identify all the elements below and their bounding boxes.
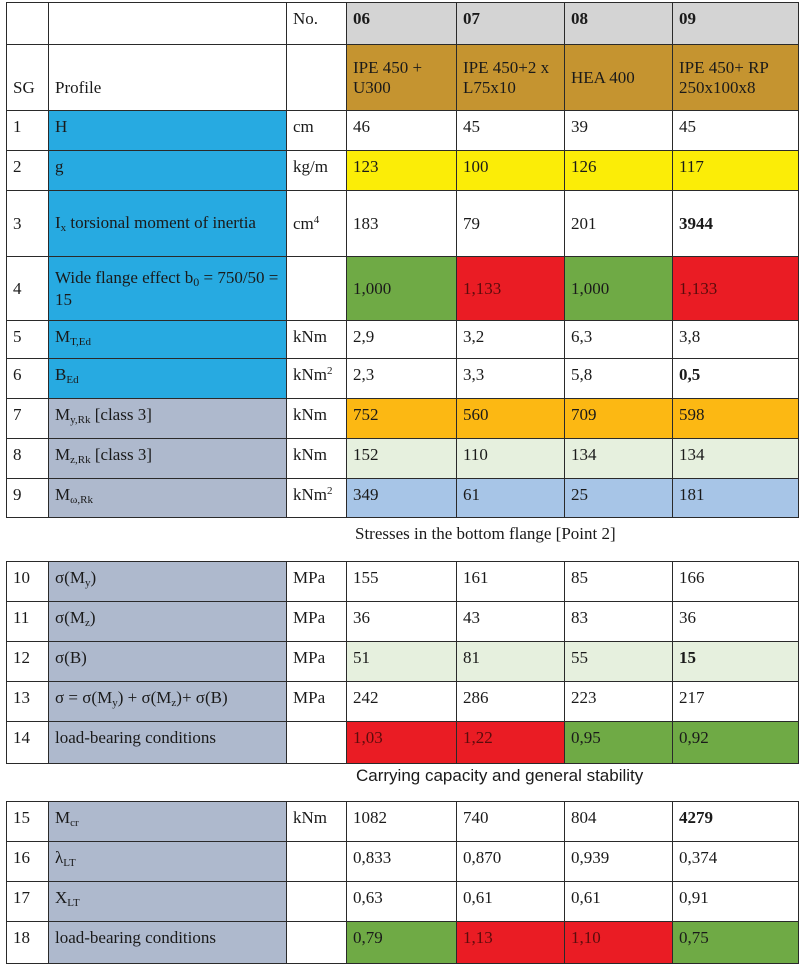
row-label xyxy=(49,257,287,321)
cell-06: 51 xyxy=(347,642,457,682)
sg-number: 13 xyxy=(7,682,49,722)
cell-08: 709 xyxy=(565,399,673,439)
row-label: σ(B) xyxy=(49,642,287,682)
table-row xyxy=(7,111,799,151)
header-number-08: 08 xyxy=(565,3,673,45)
section-caption-stresses: Stresses in the bottom flange [Point 2] xyxy=(355,524,616,543)
cell-08: 0,95 xyxy=(565,722,673,764)
cell-08: 25 xyxy=(565,479,673,518)
header-no-label: No. xyxy=(287,3,347,45)
table-row xyxy=(7,439,799,479)
cell-07: 43 xyxy=(457,602,565,642)
header-profile-row xyxy=(7,45,799,111)
header-profile-label: Profile xyxy=(49,45,287,111)
row-label xyxy=(49,842,287,882)
row-label: H xyxy=(49,111,287,151)
cell-08: 39 xyxy=(565,111,673,151)
header-blank xyxy=(49,3,287,45)
table-row xyxy=(7,922,799,964)
row-label xyxy=(49,602,287,642)
unit-main: cm xyxy=(293,213,314,233)
unit-main: kNm xyxy=(293,485,327,504)
label-sub: x xyxy=(60,222,67,234)
row-label xyxy=(49,321,287,359)
cell-09: 3944 xyxy=(673,191,799,257)
cell-09: 598 xyxy=(673,399,799,439)
row-label xyxy=(49,479,287,518)
profile-09: IPE 450+ RP 250x100x8 xyxy=(673,45,799,111)
sg-number: 8 xyxy=(7,439,49,479)
cell-09: 134 xyxy=(673,439,799,479)
cell-06: 123 xyxy=(347,151,457,191)
row-unit xyxy=(287,479,347,518)
cell-09: 0,75 xyxy=(673,922,799,964)
cell-08: 0,939 xyxy=(565,842,673,882)
cell-08: 85 xyxy=(565,562,673,602)
cell-09: 117 xyxy=(673,151,799,191)
cell-08: 126 xyxy=(565,151,673,191)
row-unit xyxy=(287,257,347,321)
cell-07: 3,3 xyxy=(457,359,565,399)
cell-07: 3,2 xyxy=(457,321,565,359)
row-label xyxy=(49,682,287,722)
row-unit: kg/m xyxy=(287,151,347,191)
label-main: λ xyxy=(55,848,64,867)
cell-08: 134 xyxy=(565,439,673,479)
unit-sup: 4 xyxy=(313,213,320,226)
cell-08: 201 xyxy=(565,191,673,257)
sg-number: 12 xyxy=(7,642,49,682)
row-unit: kNm xyxy=(287,321,347,359)
cell-06: 1,000 xyxy=(347,257,457,321)
cell-08: 5,8 xyxy=(565,359,673,399)
label-sub: T,Ed xyxy=(70,336,91,348)
table-row xyxy=(7,722,799,764)
cell-07: 161 xyxy=(457,562,565,602)
label-rest: [class 3] xyxy=(90,405,152,424)
row-label xyxy=(49,562,287,602)
label-sub: 0 xyxy=(193,274,200,289)
unit-sup: 2 xyxy=(327,485,333,497)
sg-number: 5 xyxy=(7,321,49,359)
cell-06: 1082 xyxy=(347,802,457,842)
header-number-row xyxy=(7,3,799,45)
row-label xyxy=(49,802,287,842)
row-unit: MPa xyxy=(287,642,347,682)
unit-main: kNm xyxy=(293,365,327,384)
cell-08: 1,000 xyxy=(565,257,673,321)
table-row xyxy=(7,682,799,722)
label-sub: ω,Rk xyxy=(70,494,93,506)
label-sub: cr xyxy=(70,817,79,829)
table-row xyxy=(7,802,799,842)
cell-09: 36 xyxy=(673,602,799,642)
cell-09: 0,91 xyxy=(673,882,799,922)
sg-number: 11 xyxy=(7,602,49,642)
table-row xyxy=(7,321,799,359)
label-main: M xyxy=(55,445,71,464)
cell-08: 83 xyxy=(565,602,673,642)
row-unit: kNm xyxy=(287,399,347,439)
row-label xyxy=(49,439,287,479)
row-label xyxy=(49,359,287,399)
cell-07: 286 xyxy=(457,682,565,722)
row-unit xyxy=(287,882,347,922)
sg-number: 15 xyxy=(7,802,49,842)
label-rest: = 750/50 = 15 xyxy=(55,267,279,309)
row-label: load-bearing conditions xyxy=(49,722,287,764)
table-row xyxy=(7,842,799,882)
table-row xyxy=(7,602,799,642)
cell-06: 0,79 xyxy=(347,922,457,964)
label-main: B xyxy=(55,365,67,384)
sg-number: 9 xyxy=(7,479,49,518)
label-rest: ) xyxy=(90,568,97,587)
row-unit: MPa xyxy=(287,682,347,722)
row-unit: kNm xyxy=(287,802,347,842)
cell-06: 2,9 xyxy=(347,321,457,359)
label-main: M xyxy=(55,405,71,424)
table-row xyxy=(7,359,799,399)
header-unit-blank xyxy=(287,45,347,111)
header-sg-label: SG xyxy=(7,45,49,111)
cell-09: 1,133 xyxy=(673,257,799,321)
profile-06: IPE 450 + U300 xyxy=(347,45,457,111)
table-row xyxy=(7,191,799,257)
cell-06: 152 xyxy=(347,439,457,479)
label-sub: z,Rk xyxy=(70,454,91,466)
properties-table xyxy=(6,2,799,518)
label-main: M xyxy=(55,485,71,504)
cell-09: 181 xyxy=(673,479,799,518)
row-label xyxy=(49,399,287,439)
sg-number: 1 xyxy=(7,111,49,151)
cell-07: 45 xyxy=(457,111,565,151)
label-main: I xyxy=(55,213,61,232)
cell-06: 183 xyxy=(347,191,457,257)
cell-08: 1,10 xyxy=(565,922,673,964)
label-rest: ) xyxy=(89,608,96,627)
label-main: σ(M xyxy=(55,608,85,627)
label-sub: y xyxy=(84,577,91,589)
cell-07: 560 xyxy=(457,399,565,439)
label-sub: LT xyxy=(63,857,76,869)
cell-08: 6,3 xyxy=(565,321,673,359)
cell-06: 1,03 xyxy=(347,722,457,764)
label-c: )+ σ(B) xyxy=(176,688,228,707)
cell-06: 752 xyxy=(347,399,457,439)
cell-06: 349 xyxy=(347,479,457,518)
cell-09: 166 xyxy=(673,562,799,602)
section-caption-stability: Carrying capacity and general stability xyxy=(356,766,644,785)
label-sub: y,Rk xyxy=(70,414,91,426)
profile-07: IPE 450+2 x L75x10 xyxy=(457,45,565,111)
row-label: load-bearing conditions xyxy=(49,922,287,964)
cell-07: 61 xyxy=(457,479,565,518)
profile-08: HEA 400 xyxy=(565,45,673,111)
label-main: M xyxy=(55,808,71,827)
label-rest: [class 3] xyxy=(90,445,152,464)
cell-07: 0,870 xyxy=(457,842,565,882)
label-main: σ(M xyxy=(55,568,85,587)
sg-number: 16 xyxy=(7,842,49,882)
table-row xyxy=(7,151,799,191)
cell-06: 46 xyxy=(347,111,457,151)
header-corner xyxy=(7,3,49,45)
cell-09: 4279 xyxy=(673,802,799,842)
row-label xyxy=(49,882,287,922)
sg-number: 14 xyxy=(7,722,49,764)
cell-07: 110 xyxy=(457,439,565,479)
label-sub-a: y xyxy=(112,697,118,709)
cell-09: 0,92 xyxy=(673,722,799,764)
table-row xyxy=(7,479,799,518)
sg-number: 18 xyxy=(7,922,49,964)
cell-09: 217 xyxy=(673,682,799,722)
sg-number: 17 xyxy=(7,882,49,922)
cell-07: 79 xyxy=(457,191,565,257)
header-number-06: 06 xyxy=(347,3,457,45)
cell-08: 223 xyxy=(565,682,673,722)
row-unit: kNm xyxy=(287,439,347,479)
label-main: X xyxy=(55,888,68,907)
cell-08: 0,61 xyxy=(565,882,673,922)
label-sub-b: z xyxy=(171,697,177,709)
label-sub: Ed xyxy=(66,374,79,386)
row-unit: cm xyxy=(287,111,347,151)
cell-06: 36 xyxy=(347,602,457,642)
row-unit xyxy=(287,191,347,257)
sg-number: 10 xyxy=(7,562,49,602)
cell-06: 155 xyxy=(347,562,457,602)
cell-06: 242 xyxy=(347,682,457,722)
table-row xyxy=(7,399,799,439)
cell-09: 0,374 xyxy=(673,842,799,882)
row-unit: MPa xyxy=(287,602,347,642)
label-rest: torsional moment of inertia xyxy=(66,213,256,232)
cell-06: 2,3 xyxy=(347,359,457,399)
label-main: Wide flange effect b xyxy=(55,267,194,287)
sg-number: 6 xyxy=(7,359,49,399)
label-sub: z xyxy=(84,617,90,629)
table-row xyxy=(7,562,799,602)
cell-06: 0,833 xyxy=(347,842,457,882)
sg-number: 7 xyxy=(7,399,49,439)
sg-number: 4 xyxy=(7,257,49,321)
label-main: M xyxy=(55,327,71,346)
cell-09: 15 xyxy=(673,642,799,682)
cell-09: 3,8 xyxy=(673,321,799,359)
cell-07: 100 xyxy=(457,151,565,191)
row-label xyxy=(49,191,287,257)
table-row xyxy=(7,642,799,682)
row-unit xyxy=(287,359,347,399)
header-number-09: 09 xyxy=(673,3,799,45)
label-b: ) + σ(M xyxy=(117,688,172,707)
cell-09: 0,5 xyxy=(673,359,799,399)
row-unit xyxy=(287,842,347,882)
cell-08: 55 xyxy=(565,642,673,682)
unit-sup: 2 xyxy=(327,365,333,377)
sg-number: 2 xyxy=(7,151,49,191)
cell-07: 1,133 xyxy=(457,257,565,321)
label-a: σ = σ(M xyxy=(55,688,113,707)
cell-07: 1,13 xyxy=(457,922,565,964)
table-row xyxy=(7,257,799,321)
cell-09: 45 xyxy=(673,111,799,151)
cell-07: 81 xyxy=(457,642,565,682)
row-label: g xyxy=(49,151,287,191)
table-row xyxy=(7,882,799,922)
cell-07: 0,61 xyxy=(457,882,565,922)
cell-08: 804 xyxy=(565,802,673,842)
cell-06: 0,63 xyxy=(347,882,457,922)
stresses-table xyxy=(6,561,799,764)
label-sub: LT xyxy=(67,897,80,909)
sg-number: 3 xyxy=(7,191,49,257)
row-unit: MPa xyxy=(287,562,347,602)
header-number-07: 07 xyxy=(457,3,565,45)
row-unit xyxy=(287,722,347,764)
row-unit xyxy=(287,922,347,964)
cell-07: 740 xyxy=(457,802,565,842)
stability-table xyxy=(6,801,799,964)
cell-07: 1,22 xyxy=(457,722,565,764)
